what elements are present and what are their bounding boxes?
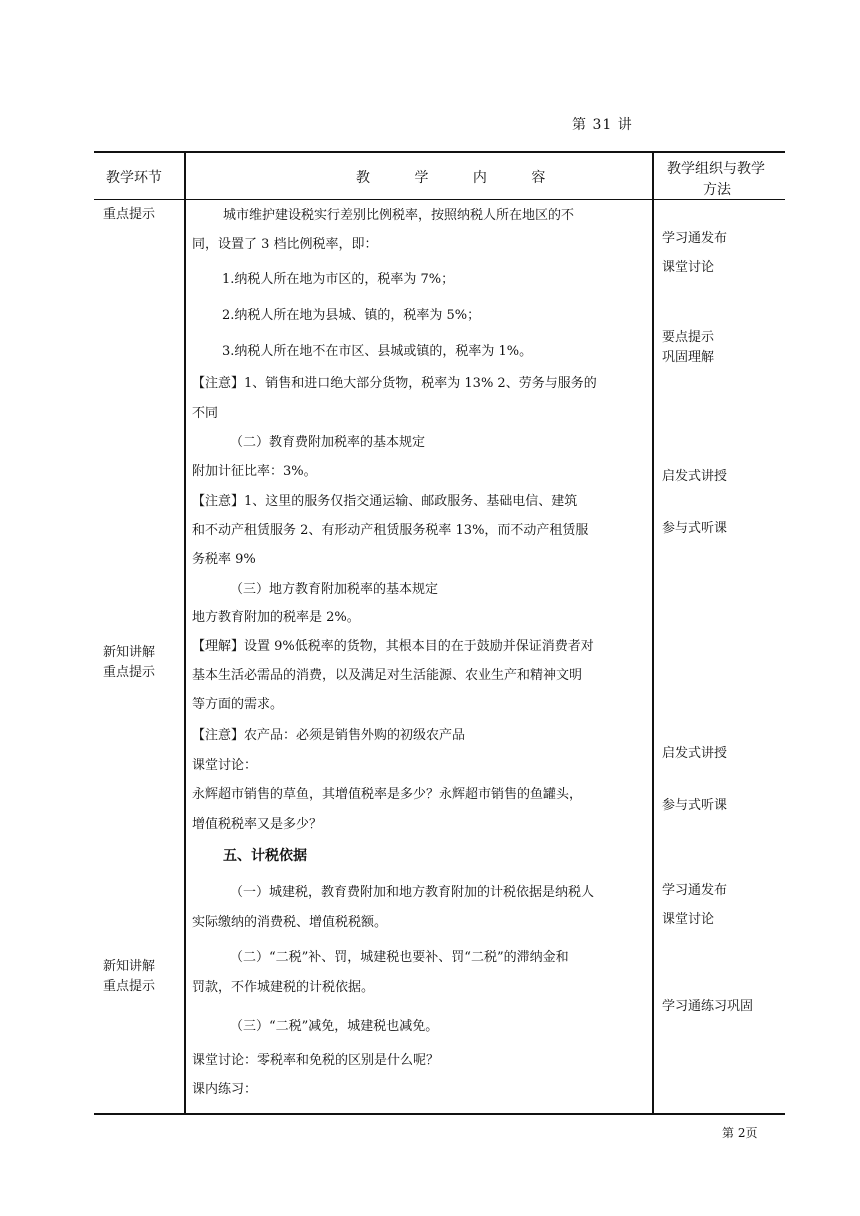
content-line: 城市维护建设税实行差别比例税率，按照纳税人所在地区的不	[223, 208, 575, 223]
section-heading: 五、计税依据	[223, 848, 307, 864]
method-label: 学习通发布	[662, 883, 728, 898]
stage-label: 重点提示	[103, 207, 156, 222]
method-label: 课堂讨论	[662, 912, 715, 927]
table-top-border	[94, 151, 785, 153]
method-label: 启发式讲授	[662, 746, 728, 761]
column-divider-left	[184, 152, 186, 1114]
content-line: 基本生活必需品的消费，以及满足对生活能源、农业生产和精神文明	[192, 668, 583, 683]
content-line: （二）“二税”补、罚，城建税也要补、罚“二税”的滞纳金和	[230, 950, 569, 965]
content-line: 地方教育附加的税率是 2%。	[192, 610, 360, 625]
content-line: （二）教育费附加税率的基本规定	[230, 435, 426, 450]
header-method-line2: 方法	[703, 182, 731, 198]
content-line: 课堂讨论：零税率和免税的区别是什么呢？	[192, 1053, 440, 1068]
stage-label: 新知讲解	[103, 959, 156, 974]
stage-label: 重点提示	[103, 665, 156, 680]
content-line: 【注意】1、销售和进口绝大部分货物，税率为 13% 2、劳务与服务的	[192, 376, 597, 391]
content-line: 罚款，不作城建税的计税依据。	[192, 980, 375, 995]
method-label: 参与式听课	[662, 798, 728, 813]
content-line: （三）“二税”减免，城建税也减免。	[230, 1019, 439, 1034]
method-label: 巩固理解	[662, 350, 715, 365]
content-line: 务税率 9%	[192, 552, 256, 567]
content-line: （一）城建税，教育费附加和地方教育附加的计税依据是纳税人	[230, 885, 595, 900]
content-line: 和不动产租赁服务 2、有形动产租赁服务税率 13%，而不动产租赁服	[192, 523, 589, 538]
content-line: 等方面的需求。	[192, 697, 284, 712]
column-divider-right	[652, 152, 654, 1114]
method-label: 课堂讨论	[662, 260, 715, 275]
content-line: （三）地方教育附加税率的基本规定	[230, 582, 439, 597]
content-line: 课内练习：	[192, 1082, 258, 1097]
content-line: 【理解】设置 9%低税率的货物，其根本目的在于鼓励并保证消费者对	[192, 639, 594, 654]
content-line: 【注意】1、这里的服务仅指交通运输、邮政服务、基础电信、建筑	[192, 494, 578, 509]
page-number: 第 2页	[722, 1126, 758, 1140]
method-label: 要点提示	[662, 330, 715, 345]
content-line: 2.纳税人所在地为县城、镇的，税率为 5%；	[222, 308, 481, 323]
method-label: 启发式讲授	[662, 469, 728, 484]
content-line: 1.纳税人所在地为市区的，税率为 7%；	[222, 272, 455, 287]
header-content: 教 学 内 容	[356, 170, 566, 186]
stage-label: 重点提示	[103, 979, 156, 994]
content-line: 课堂讨论：	[192, 758, 258, 773]
header-stage: 教学环节	[106, 170, 162, 186]
content-line: 3.纳税人所在地不在市区、县城或镇的，税率为 1%。	[222, 344, 533, 359]
method-label: 学习通发布	[662, 231, 728, 246]
content-line: 不同	[192, 406, 219, 421]
content-line: 增值税税率又是多少？	[192, 817, 323, 832]
table-header-divider	[94, 199, 785, 200]
method-label: 参与式听课	[662, 521, 728, 536]
content-line: 实际缴纳的消费税、增值税税额。	[192, 915, 388, 930]
content-line: 附加计征比率：3%。	[192, 464, 317, 479]
table-bottom-border	[94, 1113, 785, 1115]
stage-label: 新知讲解	[103, 645, 156, 660]
lecture-number: 第 31 讲	[572, 117, 633, 133]
content-line: 永辉超市销售的草鱼，其增值税率是多少？永辉超市销售的鱼罐头，	[192, 787, 583, 802]
method-label: 学习通练习巩固	[662, 999, 754, 1014]
content-line: 【注意】农产品：必须是销售外购的初级农产品	[192, 728, 466, 743]
header-method-line1: 教学组织与教学	[667, 161, 765, 177]
content-line: 同，设置了 3 档比例税率，即：	[192, 237, 378, 252]
